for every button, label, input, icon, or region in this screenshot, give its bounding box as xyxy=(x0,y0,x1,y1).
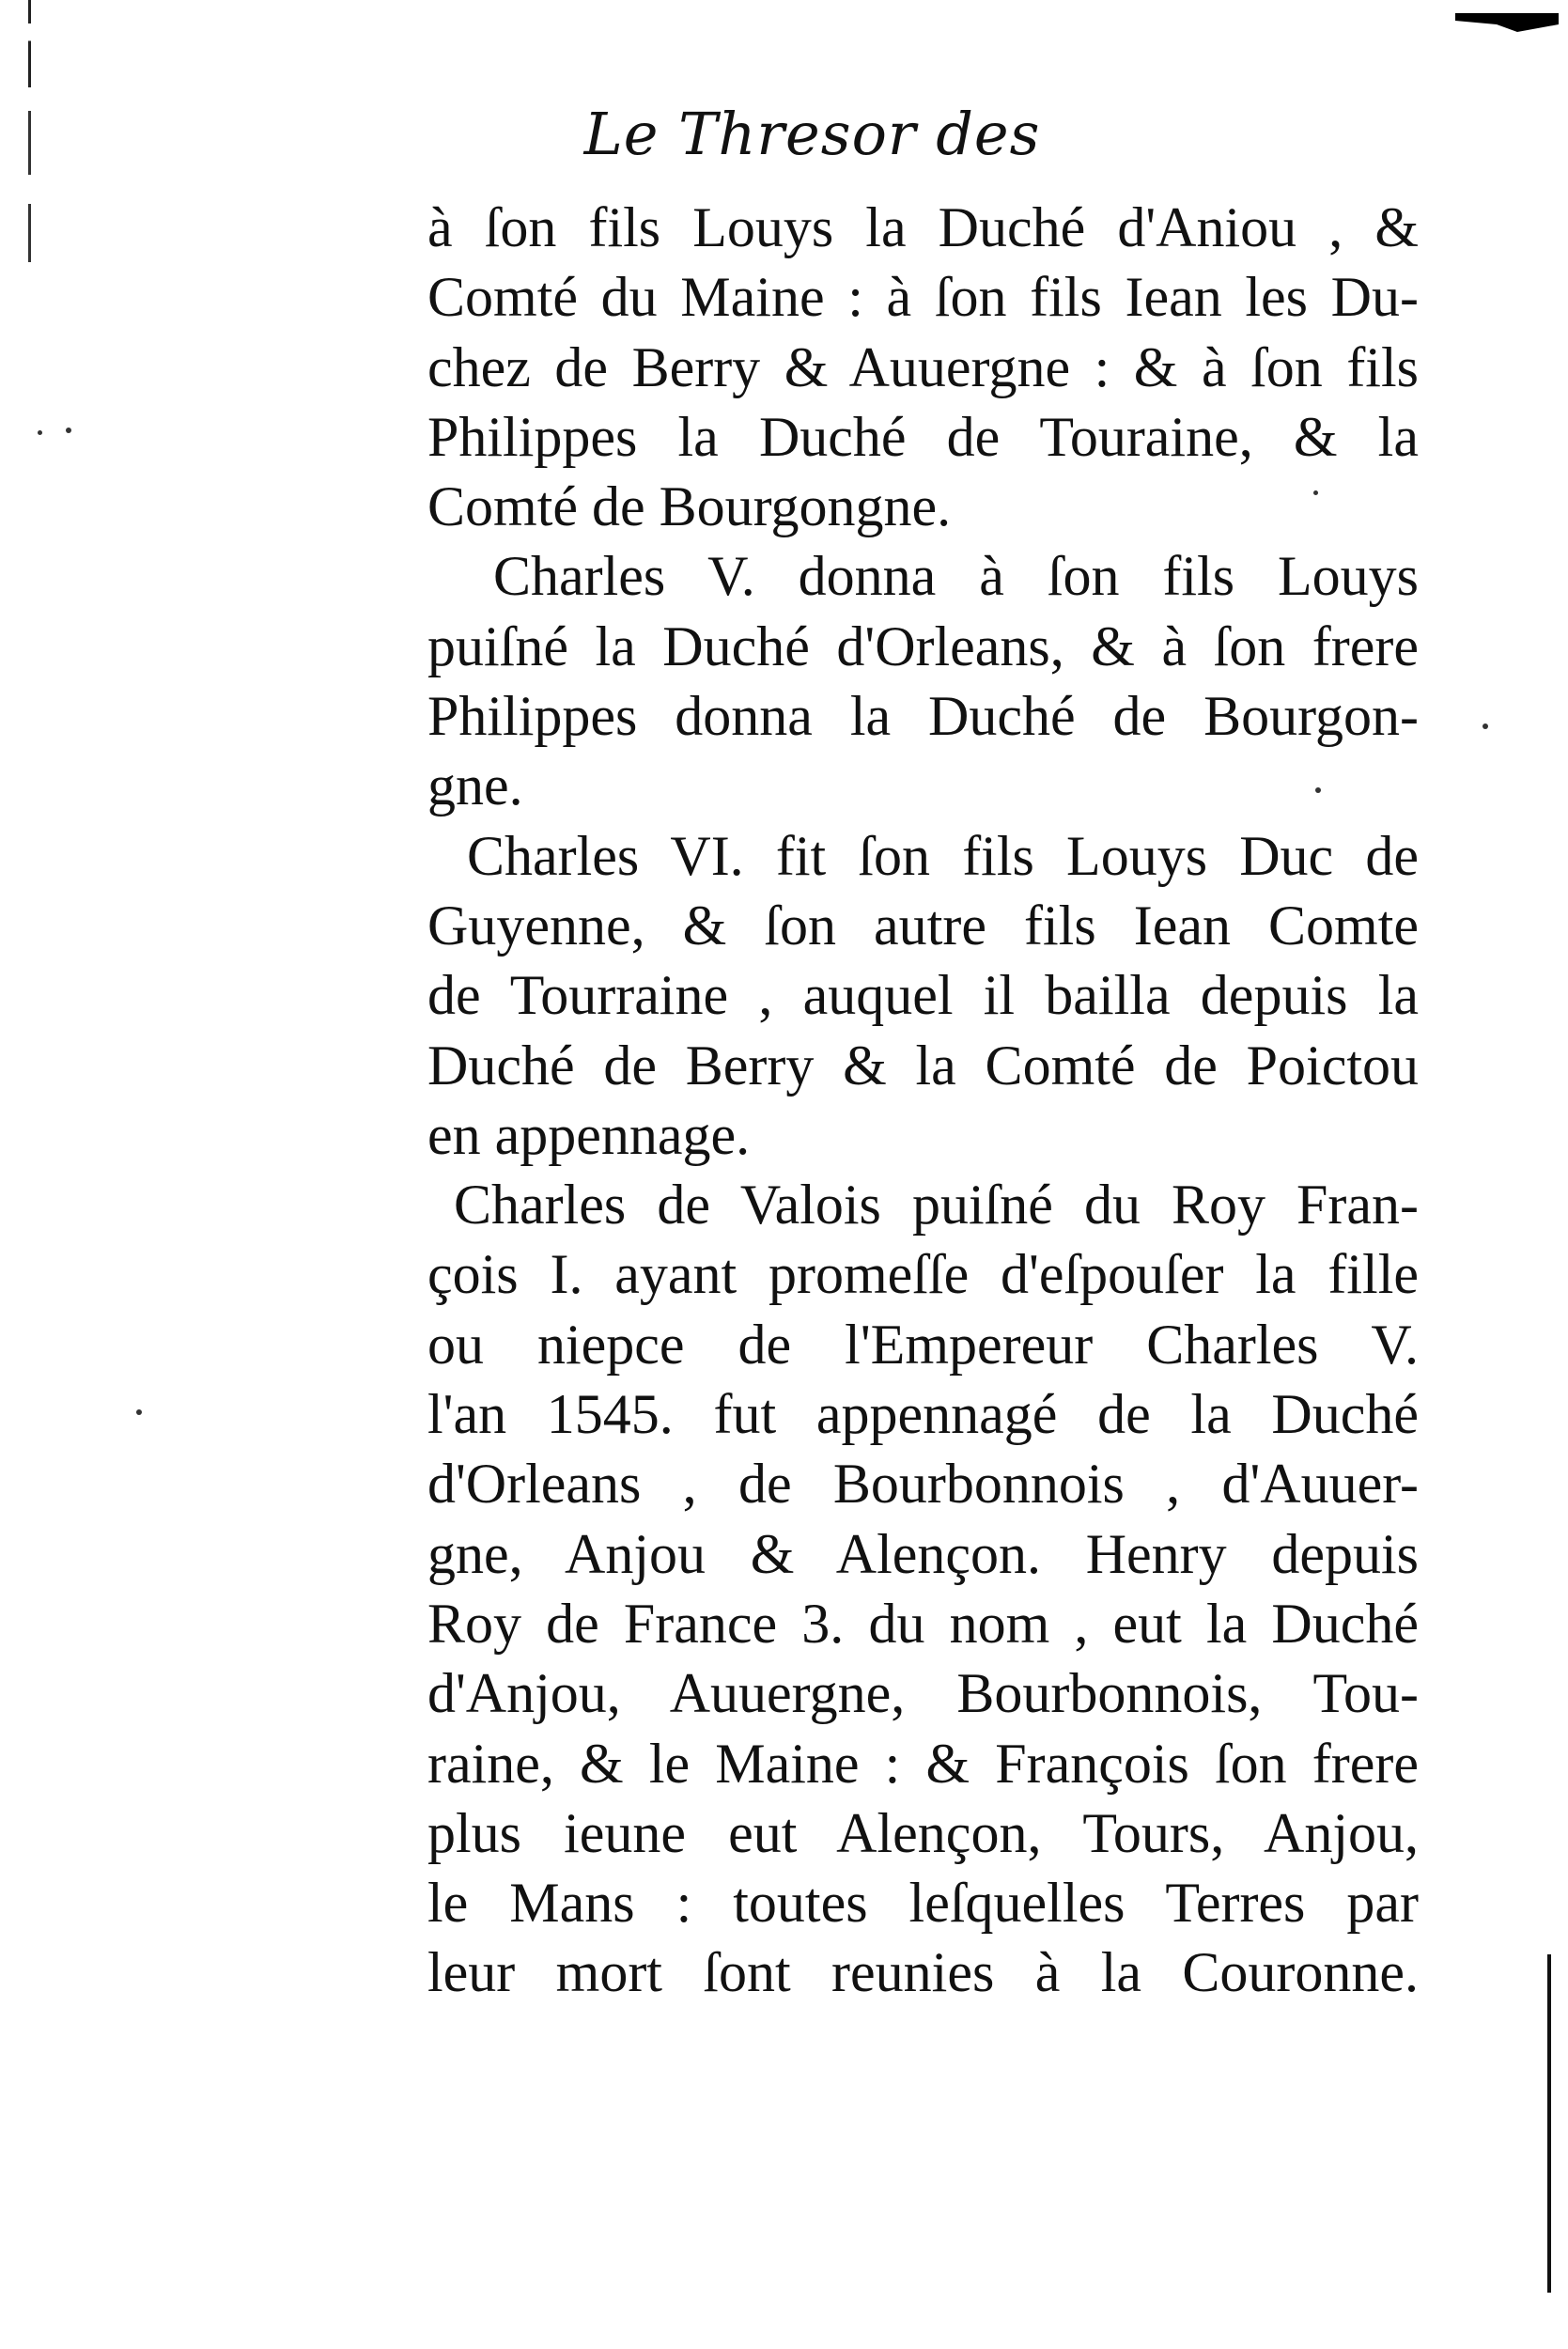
body-text xyxy=(427,193,1419,2008)
text-line: l'an 1545. fut appennagé de la Duché xyxy=(427,1383,1419,1446)
text-line: leur mort ſont reunies à la Couronne. xyxy=(427,1941,1419,2004)
scan-edge-right xyxy=(1547,1954,1551,2293)
text-line: gne, Anjou & Alençon. Henry depuis xyxy=(427,1522,1419,1585)
text-line: Philippes donna la Duché de Bourgon- xyxy=(427,685,1419,748)
text-line: Guyenne, & ſon autre fils Iean Comte xyxy=(427,894,1419,957)
scan-speck xyxy=(38,430,42,435)
text-line: Duché de Berry & la Comté de Poictou xyxy=(427,1034,1419,1097)
text-line: le Mans : toutes leſquelles Terres par xyxy=(427,1872,1419,1935)
scan-speck xyxy=(1483,723,1488,729)
text-line: Philippes la Duché de Touraine, & la xyxy=(427,405,1419,468)
text-line: Charles V. donna à ſon fils Louys xyxy=(493,545,1419,608)
scan-corner-mark xyxy=(1455,13,1559,32)
text-line: à ſon fils Louys la Duché d'Aniou , & xyxy=(427,196,1419,258)
text-line: chez de Berry & Auuergne : & à ſon fils xyxy=(427,335,1419,398)
text-line: Comté de Bourgongne. xyxy=(427,475,952,538)
text-line: en appennage. xyxy=(427,1103,751,1166)
text-line: Comté du Maine : à ſon fils Iean les Du- xyxy=(427,266,1419,329)
text-line: çois I. ayant promeſſe d'eſpouſer la fille xyxy=(427,1243,1419,1306)
running-head: Le Thresor des xyxy=(583,100,1041,168)
scan-speck xyxy=(66,428,71,433)
text-line: Roy de France 3. du nom , eut la Duché xyxy=(427,1592,1419,1655)
text-line: d'Anjou, Auuergne, Bourbonnois, Tou- xyxy=(427,1662,1419,1725)
text-line: gne. xyxy=(427,754,523,817)
text-line: Charles de Valois puiſné du Roy Fran- xyxy=(454,1174,1419,1237)
text-line: de Tourraine , auquel il bailla depuis la xyxy=(427,964,1419,1027)
text-line: puiſné la Duché d'Orleans, & à ſon frere xyxy=(427,614,1419,677)
text-line: ou niepce de l'Empereur Charles V. xyxy=(427,1313,1419,1376)
text-line: d'Orleans , de Bourbonnois , d'Auuer- xyxy=(427,1453,1419,1516)
text-line: raine, & le Maine : & François ſon frere xyxy=(427,1732,1419,1795)
text-line: plus ieune eut Alençon, Tours, Anjou, xyxy=(427,1801,1419,1864)
text-line: Charles VI. fit ſon fils Louys Duc de xyxy=(467,824,1419,887)
scan-speck xyxy=(136,1409,142,1415)
